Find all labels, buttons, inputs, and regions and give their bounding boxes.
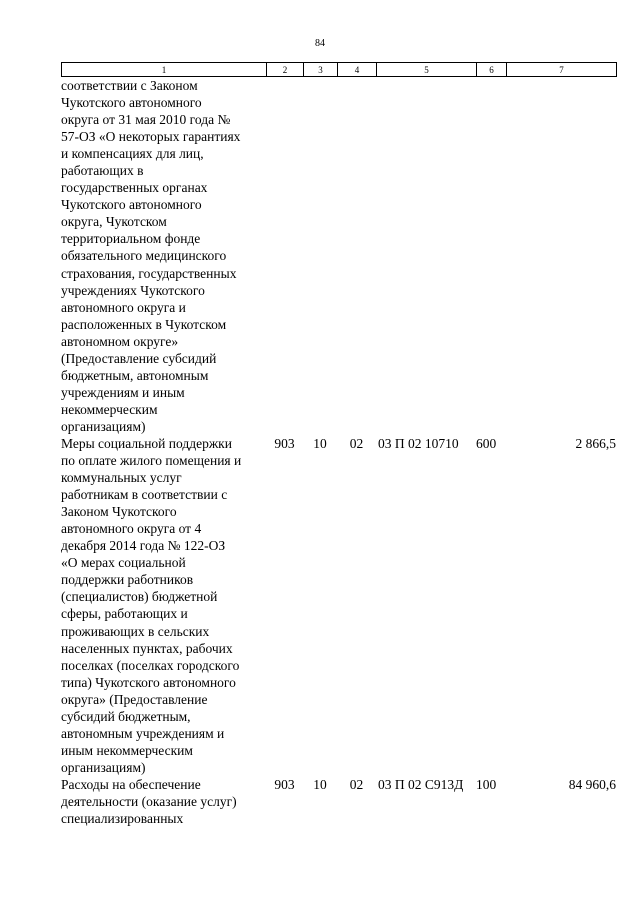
table-row <box>61 776 616 827</box>
page-number: 84 <box>315 38 325 49</box>
description-line: иным некоммерческим <box>61 742 193 758</box>
budget-table <box>61 77 616 827</box>
description-line: автономным учреждениям и <box>61 725 225 741</box>
row-description <box>61 776 266 827</box>
header-col-5: 5 <box>377 63 477 77</box>
amount-value <box>506 77 616 435</box>
expense-type-code <box>476 77 506 435</box>
description-line: Расходы на обеспечение <box>61 776 201 792</box>
description-line: округа, Чукотском <box>61 214 167 230</box>
description-line: Чукотского автономного <box>61 197 202 213</box>
description-line: декабря 2014 года № 122-ОЗ <box>61 538 226 554</box>
amount-value: 2 866,5 <box>575 435 616 451</box>
description-line: по оплате жилого помещения и <box>61 453 242 469</box>
description-line: сферы, работающих и <box>61 606 188 622</box>
description-line: бюджетным, автономным <box>61 367 209 383</box>
ministry-code: 903 <box>274 776 295 792</box>
description-line: Законом Чукотского <box>61 504 177 520</box>
description-line: округа от 31 мая 2010 года № <box>61 112 231 128</box>
section-code <box>303 77 337 435</box>
description-line: автономного округа и <box>61 299 186 315</box>
description-line: проживающих в сельских <box>61 623 210 639</box>
description-line: поселках (поселках городского <box>61 657 240 673</box>
description-line: автономного округа от 4 <box>61 521 202 537</box>
ministry-code: 903 <box>274 435 295 451</box>
amount-value: 84 960,6 <box>568 776 616 792</box>
section-code: 10 <box>313 435 327 451</box>
description-line: (Предоставление субсидий <box>61 350 217 366</box>
subsection-code: 02 <box>349 776 364 792</box>
description-line: поддержки работников <box>61 572 194 588</box>
expense-type-code: 600 <box>476 435 497 451</box>
description-line: соответствии с Законом <box>61 78 198 93</box>
header-col-2: 2 <box>267 63 304 77</box>
section-code: 10 <box>313 776 327 792</box>
row-description <box>61 435 266 776</box>
description-line: специализированных <box>61 811 184 827</box>
description-line: территориальном фонде <box>61 231 201 247</box>
description-line: учреждениях Чукотского <box>61 282 205 298</box>
description-line: Меры социальной поддержки <box>61 435 232 451</box>
subsection-code: 02 <box>349 435 364 451</box>
description-line: и компенсациях для лиц, <box>61 146 204 162</box>
description-line: «О мерах социальной <box>61 555 186 571</box>
header-col-4: 4 <box>338 63 377 77</box>
description-line: учреждениям и иным <box>61 384 185 400</box>
table-row <box>61 435 616 776</box>
header-col-6: 6 <box>477 63 507 77</box>
header-col-1: 1 <box>62 63 267 77</box>
header-col-3: 3 <box>304 63 338 77</box>
subsection-code <box>337 77 376 435</box>
description-line: населенных пунктах, рабочих <box>61 640 233 656</box>
column-number-header <box>61 62 617 77</box>
description-line: субсидий бюджетным, <box>61 708 191 724</box>
row-description <box>61 77 266 435</box>
header-col-7: 7 <box>507 63 617 77</box>
table-row <box>61 77 616 435</box>
description-line: типа) Чукотского автономного <box>61 674 236 690</box>
description-line: Чукотского автономного <box>61 95 202 111</box>
ministry-code <box>266 77 303 435</box>
expense-type-code: 100 <box>476 776 497 792</box>
description-line: 57-ОЗ «О некоторых гарантиях <box>61 129 241 145</box>
description-line: коммунальных услуг <box>61 470 182 486</box>
target-article-code: 03 П 02 С913Д <box>378 776 464 792</box>
description-line: государственных органах <box>61 180 208 196</box>
description-line: расположенных в Чукотском <box>61 316 227 332</box>
description-line: организациям) <box>61 759 146 775</box>
target-article-code <box>376 77 476 435</box>
description-line: обязательного медицинского <box>61 248 227 264</box>
description-line: страхования, государственных <box>61 265 237 281</box>
description-line: некоммерческим <box>61 401 158 417</box>
description-line: работникам в соответствии с <box>61 487 228 503</box>
description-line: организациям) <box>61 418 146 434</box>
description-line: округа» (Предоставление <box>61 691 208 707</box>
description-line: автономном округе» <box>61 333 179 349</box>
description-line: работающих в <box>61 163 144 179</box>
target-article-code: 03 П 02 10710 <box>378 435 459 451</box>
description-line: деятельности (оказание услуг) <box>61 793 237 809</box>
description-line: (специалистов) бюджетной <box>61 589 218 605</box>
